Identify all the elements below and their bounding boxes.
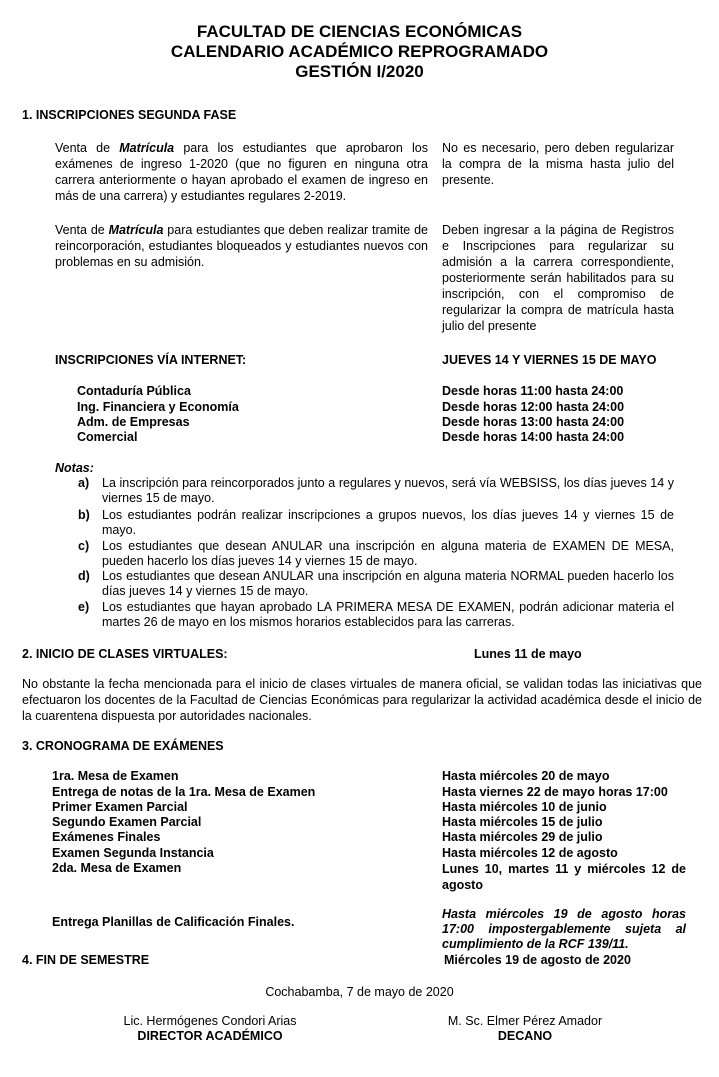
exam-item: Segundo Examen Parcial — [52, 815, 202, 829]
career-name: Ing. Financiera y Economía — [77, 400, 239, 414]
section1-heading: 1. INSCRIPCIONES SEGUNDA FASE — [22, 108, 237, 122]
row2-em: Matrícula — [108, 223, 164, 237]
doc-title-faculty: FACULTAD DE CIENCIAS ECONÓMICAS — [196, 22, 523, 41]
career-name: Comercial — [77, 430, 138, 444]
exam-item: 1ra. Mesa de Examen — [52, 769, 179, 783]
exam-item: Examen Segunda Instancia — [52, 846, 214, 860]
signatory-1-title: DIRECTOR ACADÉMICO — [137, 1029, 283, 1043]
exam-date: Hasta miércoles 15 de julio — [442, 815, 603, 829]
section1-row2-right: Deben ingresar a la página de Registros e Inscripciones para regularizar su admisión a la carrera correspondiente, posteriormente serán habilitados para su inscripción, con el compromiso de regularizar la compra de matrícula hasta julio del presente — [442, 223, 674, 333]
exam-item: Primer Examen Parcial — [52, 800, 188, 814]
note-text: Los estudiantes que desean ANULAR una inscripción en alguna materia de EXAMEN DE MESA, pueden hacerlo los días jueves 14 y viernes 15 de mayo. — [102, 539, 674, 568]
signatory-2-title: DECANO — [497, 1029, 553, 1043]
note-text: La inscripción para reincorporados junto a regulares y nuevos, será vía WEBSISS, los días jueves 14 y viernes 15 de mayo. — [102, 476, 674, 505]
career-time: Desde horas 13:00 hasta 24:00 — [442, 415, 625, 429]
row1-post: para los estudiantes que aprobaron los exámenes de ingreso 1-2020 (que no figuren en ninguna otra carrera anteriormente o hayan aprobado el examen de ingreso en más de una carrera) y estudiantes regulares 2-2019. — [55, 141, 428, 203]
career-time: Desde horas 11:00 hasta 24:00 — [442, 384, 624, 398]
career-time: Desde horas 12:00 hasta 24:00 — [442, 400, 625, 414]
section2-paragraph: No obstante la fecha mencionada para el inicio de clases virtuales de manera oficial, se validan todas las iniciativas que efectuaron los docentes de la Facultad de Ciencias Económicas para regularizar la actividad académica desde el inicio de la cuarentena dispuesta por autoridades nacionales. — [22, 677, 702, 723]
section2-heading: 2. INICIO DE CLASES VIRTUALES: — [22, 647, 228, 661]
row2-pre: Venta de — [55, 223, 109, 237]
exam-item: Exámenes Finales — [52, 830, 161, 844]
note-label: e) — [78, 600, 90, 614]
row2-post: para estudiantes que deben realizar tramite de reincorporación, estudiantes bloqueados y estudiantes nuevos con problemas en su admisión. — [55, 223, 428, 269]
note-text: Los estudiantes podrán realizar inscripciones a grupos nuevos, los días jueves 14 y viernes 15 de mayo. — [102, 508, 674, 537]
note-label: a) — [78, 476, 90, 490]
exam-date: Hasta miércoles 29 de julio — [442, 830, 603, 844]
section1-row1-right: No es necesario, pero deben regularizar la compra de la misma hasta julio del presente. — [442, 141, 674, 187]
exam-date: Hasta miércoles 20 de mayo — [442, 769, 610, 783]
place-date: Cochabamba, 7 de mayo de 2020 — [265, 985, 454, 999]
section4-heading: 4. FIN DE SEMESTRE — [22, 953, 150, 967]
section1-row2-left — [55, 222, 428, 270]
planillas-item: Entrega Planillas de Calificación Finales. — [52, 915, 295, 929]
note-text: Los estudiantes que desean ANULAR una inscripción en alguna materia NORMAL pueden hacerlo los días jueves 14 y viernes 15 de mayo. — [102, 569, 674, 598]
doc-title-calendar: CALENDARIO ACADÉMICO REPROGRAMADO — [170, 42, 549, 61]
note-label: c) — [78, 539, 90, 553]
career-name: Contaduría Pública — [77, 384, 191, 398]
note-label: b) — [78, 508, 90, 522]
section1-row1-left — [55, 140, 428, 204]
career-time: Desde horas 14:00 hasta 24:00 — [442, 430, 625, 444]
note-label: d) — [78, 569, 90, 583]
internet-label: INSCRIPCIONES VÍA INTERNET: — [55, 353, 247, 367]
row1-pre: Venta de — [55, 141, 120, 155]
section3-heading: 3. CRONOGRAMA DE EXÁMENES — [22, 739, 224, 753]
career-name: Adm. de Empresas — [77, 415, 190, 429]
exam-item: Entrega de notas de la 1ra. Mesa de Examen — [52, 785, 316, 799]
exam-date: Hasta viernes 22 de mayo horas 17:00 — [442, 785, 668, 799]
note-text: Los estudiantes que hayan aprobado LA PRIMERA MESA DE EXAMEN, podrán adicionar materia el martes 26 de mayo en los mismos horarios establecidos para las carreras. — [102, 600, 674, 629]
exam-date: Lunes 10, martes 11 y miércoles 12 de agosto — [442, 862, 686, 892]
signatory-2-name: M. Sc. Elmer Pérez Amador — [447, 1014, 603, 1028]
section2-date: Lunes 11 de mayo — [474, 647, 582, 661]
signatory-1-name: Lic. Hermógenes Condori Arias — [123, 1014, 297, 1028]
section4-date: Miércoles 19 de agosto de 2020 — [444, 953, 631, 967]
doc-title-term: GESTIÓN I/2020 — [295, 62, 424, 81]
internet-dates: JUEVES 14 Y VIERNES 15 DE MAYO — [442, 353, 657, 367]
planillas-date: Hasta miércoles 19 de agosto horas 17:00 impostergablemente sujeta al cumplimiento de la RCF 139/11. — [442, 907, 686, 951]
exam-item: 2da. Mesa de Examen — [52, 861, 182, 875]
row1-em: Matrícula — [119, 141, 175, 155]
exam-date: Hasta miércoles 10 de junio — [442, 800, 607, 814]
notes-label: Notas: — [55, 461, 94, 475]
exam-date: Hasta miércoles 12 de agosto — [442, 846, 618, 860]
